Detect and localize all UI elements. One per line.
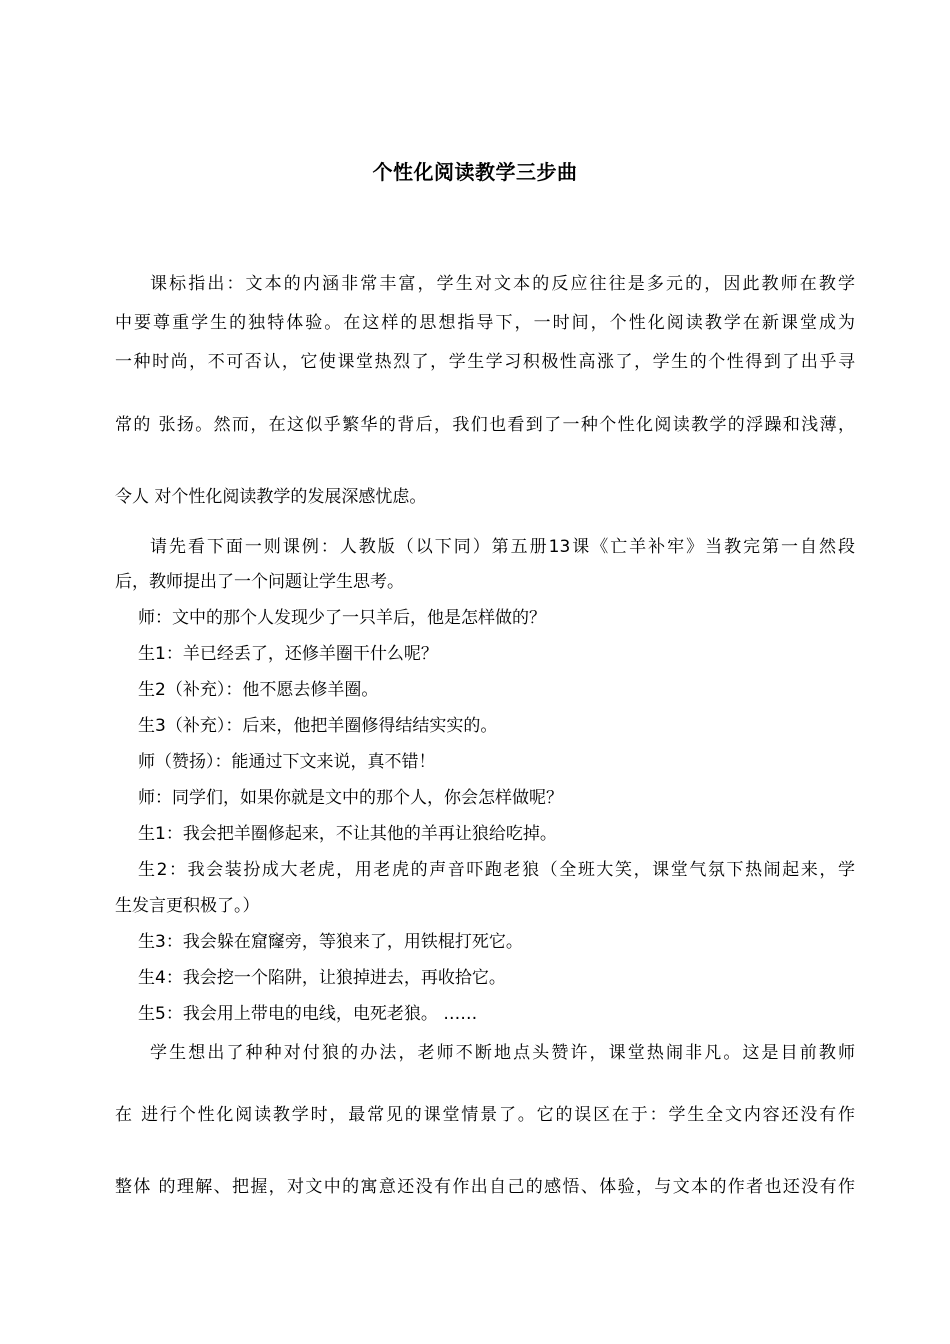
paragraph-line: 一种时尚，不可否认，它使课堂热烈了，学生学习积极性高涨了，学生的个性得到了出乎寻 xyxy=(115,352,855,372)
dialogue-line: 生3：我会躲在窟窿旁，等狼来了，用铁棍打死它。 xyxy=(138,932,523,952)
paragraph-line: 在 进行个性化阅读教学时，最常见的课堂情景了。它的误区在于：学生全文内容还没有作 xyxy=(115,1105,855,1125)
dialogue-line: 生2（补充）：他不愿去修羊圈。 xyxy=(138,680,379,700)
paragraph-line: 整体 的理解、把握，对文中的寓意还没有作出自己的感悟、体验，与文本的作者也还没有作 xyxy=(115,1177,855,1197)
paragraph-line: 后，教师提出了一个问题让学生思考。 xyxy=(115,572,404,592)
paragraph-line: 请先看下面一则课例：人教版（以下同）第五册13课《亡羊补牢》当教完第一自然段 xyxy=(150,537,855,557)
dialogue-line: 生5：我会用上带电的电线，电死老狼。 …… xyxy=(138,1004,478,1024)
dialogue-line: 生4：我会挖一个陷阱，让狼掉进去，再收拾它。 xyxy=(138,968,506,988)
dialogue-line: 生2：我会装扮成大老虎，用老虎的声音吓跑老狼（全班大笑，课堂气氛下热闹起来，学 xyxy=(138,860,855,880)
paragraph-line: 令人 对个性化阅读教学的发展深感忧虑。 xyxy=(115,487,427,507)
paragraph-line: 学生想出了种种对付狼的办法，老师不断地点头赞许，课堂热闹非凡。这是目前教师 xyxy=(150,1043,855,1063)
dialogue-line: 师：文中的那个人发现少了一只羊后，他是怎样做的？ xyxy=(138,608,546,628)
dialogue-line: 生1：羊已经丢了，还修羊圈干什么呢？ xyxy=(138,644,438,664)
paragraph-line: 常的 张扬。然而，在这似乎繁华的背后，我们也看到了一种个性化阅读教学的浮躁和浅薄， xyxy=(115,415,855,435)
document-title: 个性化阅读教学三步曲 xyxy=(372,160,578,184)
dialogue-line: 师：同学们，如果你就是文中的那个人，你会怎样做呢？ xyxy=(138,788,563,808)
dialogue-line: 师（赞扬）：能通过下文来说，真不错！ xyxy=(138,752,436,772)
dialogue-line: 生发言更积极了。） xyxy=(115,896,260,916)
paragraph-line: 中要尊重学生的独特体验。在这样的思想指导下，一时间，个性化阅读教学在新课堂成为 xyxy=(115,313,855,333)
paragraph-line: 课标指出：文本的内涵非常丰富，学生对文本的反应往往是多元的，因此教师在教学 xyxy=(150,274,855,294)
dialogue-line: 生1：我会把羊圈修起来，不让其他的羊再让狼给吃掉。 xyxy=(138,824,557,844)
dialogue-line: 生3（补充）：后来，他把羊圈修得结结实实的。 xyxy=(138,716,498,736)
